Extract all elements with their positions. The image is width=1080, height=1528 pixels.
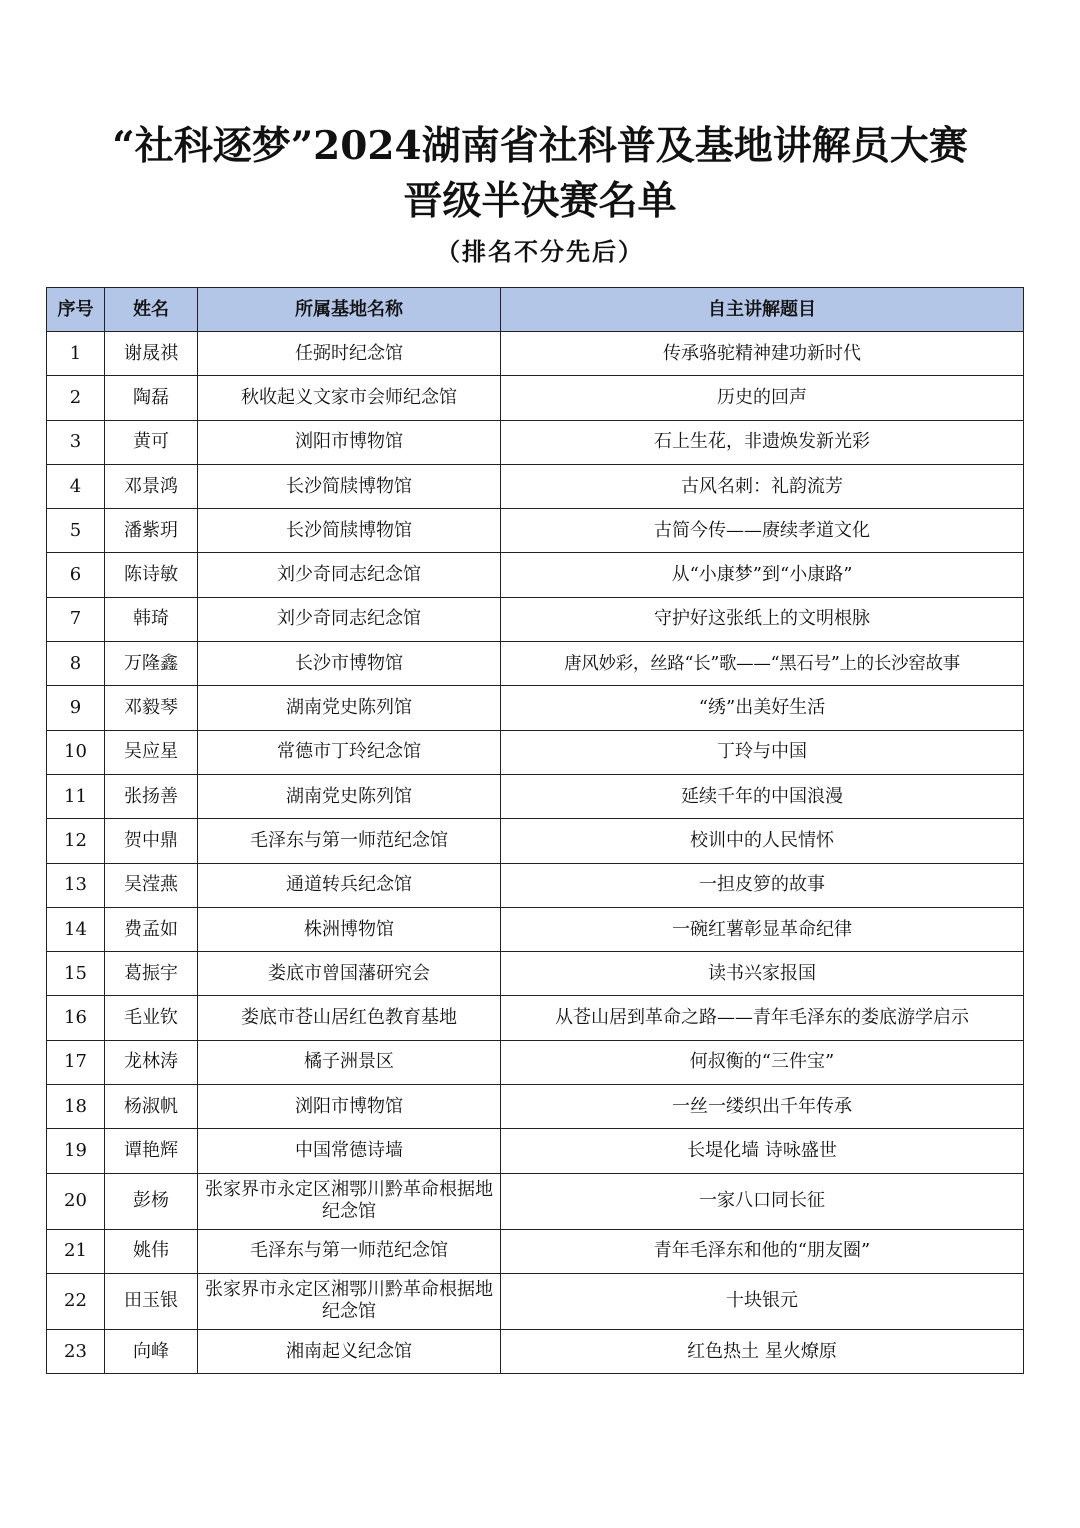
cell-no: 16 bbox=[47, 996, 105, 1040]
cell-no: 3 bbox=[47, 420, 105, 464]
cell-topic: 从苍山居到革命之路——青年毛泽东的娄底游学启示 bbox=[501, 996, 1024, 1040]
cell-name: 陶磊 bbox=[105, 376, 198, 420]
cell-topic: 红色热土 星火燎原 bbox=[501, 1329, 1024, 1373]
cell-base: 株洲博物馆 bbox=[198, 907, 501, 951]
table-row bbox=[47, 819, 1024, 863]
cell-topic: 何叔衡的“三件宝” bbox=[501, 1040, 1024, 1084]
cell-name: 田玉银 bbox=[105, 1273, 198, 1329]
cell-no: 7 bbox=[47, 597, 105, 641]
cell-base: 张家界市永定区湘鄂川黔革命根据地纪念馆 bbox=[198, 1173, 501, 1229]
cell-no: 17 bbox=[47, 1040, 105, 1084]
table-row bbox=[47, 509, 1024, 553]
cell-name: 向峰 bbox=[105, 1329, 198, 1373]
cell-base: 娄底市苍山居红色教育基地 bbox=[198, 996, 501, 1040]
table-row bbox=[47, 597, 1024, 641]
cell-no: 11 bbox=[47, 774, 105, 818]
cell-topic: 长堤化墙 诗咏盛世 bbox=[501, 1129, 1024, 1173]
cell-name: 张扬善 bbox=[105, 774, 198, 818]
cell-name: 吴滢燕 bbox=[105, 863, 198, 907]
cell-base: 毛泽东与第一师范纪念馆 bbox=[198, 1229, 501, 1273]
table-row bbox=[47, 1329, 1024, 1373]
cell-topic: 读书兴家报国 bbox=[501, 952, 1024, 996]
header-base: 所属基地名称 bbox=[198, 288, 501, 332]
cell-topic: 青年毛泽东和他的“朋友圈” bbox=[501, 1229, 1024, 1273]
header-no: 序号 bbox=[47, 288, 105, 332]
cell-name: 韩琦 bbox=[105, 597, 198, 641]
table-row bbox=[47, 1085, 1024, 1129]
table-row bbox=[47, 863, 1024, 907]
cell-name: 万隆鑫 bbox=[105, 642, 198, 686]
cell-no: 21 bbox=[47, 1229, 105, 1273]
cell-base: 通道转兵纪念馆 bbox=[198, 863, 501, 907]
cell-no: 1 bbox=[47, 332, 105, 376]
cell-name: 吴应星 bbox=[105, 730, 198, 774]
cell-base: 秋收起义文家市会师纪念馆 bbox=[198, 376, 501, 420]
table-row bbox=[47, 996, 1024, 1040]
table-row bbox=[47, 464, 1024, 508]
table-row bbox=[47, 642, 1024, 686]
table-row bbox=[47, 553, 1024, 597]
cell-base: 毛泽东与第一师范纪念馆 bbox=[198, 819, 501, 863]
cell-base: 浏阳市博物馆 bbox=[198, 420, 501, 464]
cell-base: 任弼时纪念馆 bbox=[198, 332, 501, 376]
table-row bbox=[47, 1040, 1024, 1084]
table-row bbox=[47, 730, 1024, 774]
cell-name: 姚伟 bbox=[105, 1229, 198, 1273]
table-row bbox=[47, 1173, 1024, 1229]
cell-no: 10 bbox=[47, 730, 105, 774]
header-topic: 自主讲解题目 bbox=[501, 288, 1024, 332]
cell-topic: 从“小康梦”到“小康路” bbox=[501, 553, 1024, 597]
cell-base: 湖南党史陈列馆 bbox=[198, 686, 501, 730]
cell-no: 12 bbox=[47, 819, 105, 863]
header-name: 姓名 bbox=[105, 288, 198, 332]
cell-base: 浏阳市博物馆 bbox=[198, 1085, 501, 1129]
table-row bbox=[47, 907, 1024, 951]
cell-topic: 一担皮箩的故事 bbox=[501, 863, 1024, 907]
cell-name: 谢晟祺 bbox=[105, 332, 198, 376]
table-row bbox=[47, 1129, 1024, 1173]
cell-topic: 古风名刺：礼韵流芳 bbox=[501, 464, 1024, 508]
cell-no: 22 bbox=[47, 1273, 105, 1329]
cell-topic: 延续千年的中国浪漫 bbox=[501, 774, 1024, 818]
cell-no: 4 bbox=[47, 464, 105, 508]
table-row bbox=[47, 774, 1024, 818]
table-row bbox=[47, 1273, 1024, 1329]
cell-base: 橘子洲景区 bbox=[198, 1040, 501, 1084]
cell-base: 刘少奇同志纪念馆 bbox=[198, 553, 501, 597]
cell-topic: 古简今传——赓续孝道文化 bbox=[501, 509, 1024, 553]
cell-topic: 传承骆驼精神建功新时代 bbox=[501, 332, 1024, 376]
cell-no: 20 bbox=[47, 1173, 105, 1229]
cell-topic: 唐风妙彩，丝路“长”歌——“黑石号”上的长沙窑故事 bbox=[501, 642, 1024, 686]
cell-no: 19 bbox=[47, 1129, 105, 1173]
page-title-line2: 晋级半决赛名单 bbox=[403, 178, 677, 224]
page-title: “社科逐梦”2024湖南省社科普及基地讲解员大赛 bbox=[112, 123, 968, 169]
table-row bbox=[47, 332, 1024, 376]
cell-base: 长沙简牍博物馆 bbox=[198, 464, 501, 508]
cell-name: 费孟如 bbox=[105, 907, 198, 951]
cell-no: 15 bbox=[47, 952, 105, 996]
cell-name: 潘紫玥 bbox=[105, 509, 198, 553]
cell-topic: 一碗红薯彰显革命纪律 bbox=[501, 907, 1024, 951]
cell-no: 23 bbox=[47, 1329, 105, 1373]
semifinalist-table bbox=[46, 287, 1024, 1374]
cell-base: 湖南党史陈列馆 bbox=[198, 774, 501, 818]
cell-base: 中国常德诗墙 bbox=[198, 1129, 501, 1173]
cell-no: 8 bbox=[47, 642, 105, 686]
cell-topic: 历史的回声 bbox=[501, 376, 1024, 420]
cell-name: 彭杨 bbox=[105, 1173, 198, 1229]
cell-no: 13 bbox=[47, 863, 105, 907]
cell-no: 14 bbox=[47, 907, 105, 951]
cell-topic: “绣”出美好生活 bbox=[501, 686, 1024, 730]
cell-no: 18 bbox=[47, 1085, 105, 1129]
cell-no: 5 bbox=[47, 509, 105, 553]
cell-no: 2 bbox=[47, 376, 105, 420]
cell-name: 陈诗敏 bbox=[105, 553, 198, 597]
cell-base: 长沙市博物馆 bbox=[198, 642, 501, 686]
cell-no: 6 bbox=[47, 553, 105, 597]
cell-topic: 十块银元 bbox=[501, 1273, 1024, 1329]
cell-name: 邓毅琴 bbox=[105, 686, 198, 730]
table-row bbox=[47, 420, 1024, 464]
table-row bbox=[47, 1229, 1024, 1273]
cell-topic: 校训中的人民情怀 bbox=[501, 819, 1024, 863]
cell-topic: 丁玲与中国 bbox=[501, 730, 1024, 774]
title-block bbox=[0, 118, 1080, 274]
table-row bbox=[47, 952, 1024, 996]
cell-topic: 守护好这张纸上的文明根脉 bbox=[501, 597, 1024, 641]
table-body bbox=[47, 332, 1024, 1374]
cell-name: 龙林涛 bbox=[105, 1040, 198, 1084]
table-row bbox=[47, 686, 1024, 730]
cell-name: 葛振宇 bbox=[105, 952, 198, 996]
cell-name: 贺中鼎 bbox=[105, 819, 198, 863]
cell-base: 张家界市永定区湘鄂川黔革命根据地纪念馆 bbox=[198, 1273, 501, 1329]
cell-topic: 石上生花，非遗焕发新光彩 bbox=[501, 420, 1024, 464]
cell-base: 刘少奇同志纪念馆 bbox=[198, 597, 501, 641]
cell-name: 毛业钦 bbox=[105, 996, 198, 1040]
page-subtitle: （排名不分先后） bbox=[436, 237, 644, 266]
table-row bbox=[47, 376, 1024, 420]
cell-name: 邓景鸿 bbox=[105, 464, 198, 508]
cell-name: 谭艳辉 bbox=[105, 1129, 198, 1173]
cell-no: 9 bbox=[47, 686, 105, 730]
cell-base: 湘南起义纪念馆 bbox=[198, 1329, 501, 1373]
cell-base: 常德市丁玲纪念馆 bbox=[198, 730, 501, 774]
table-header-row bbox=[47, 288, 1024, 332]
cell-name: 杨淑帆 bbox=[105, 1085, 198, 1129]
cell-topic: 一家八口同长征 bbox=[501, 1173, 1024, 1229]
cell-base: 娄底市曾国藩研究会 bbox=[198, 952, 501, 996]
cell-topic: 一丝一缕织出千年传承 bbox=[501, 1085, 1024, 1129]
cell-name: 黄可 bbox=[105, 420, 198, 464]
cell-base: 长沙简牍博物馆 bbox=[198, 509, 501, 553]
